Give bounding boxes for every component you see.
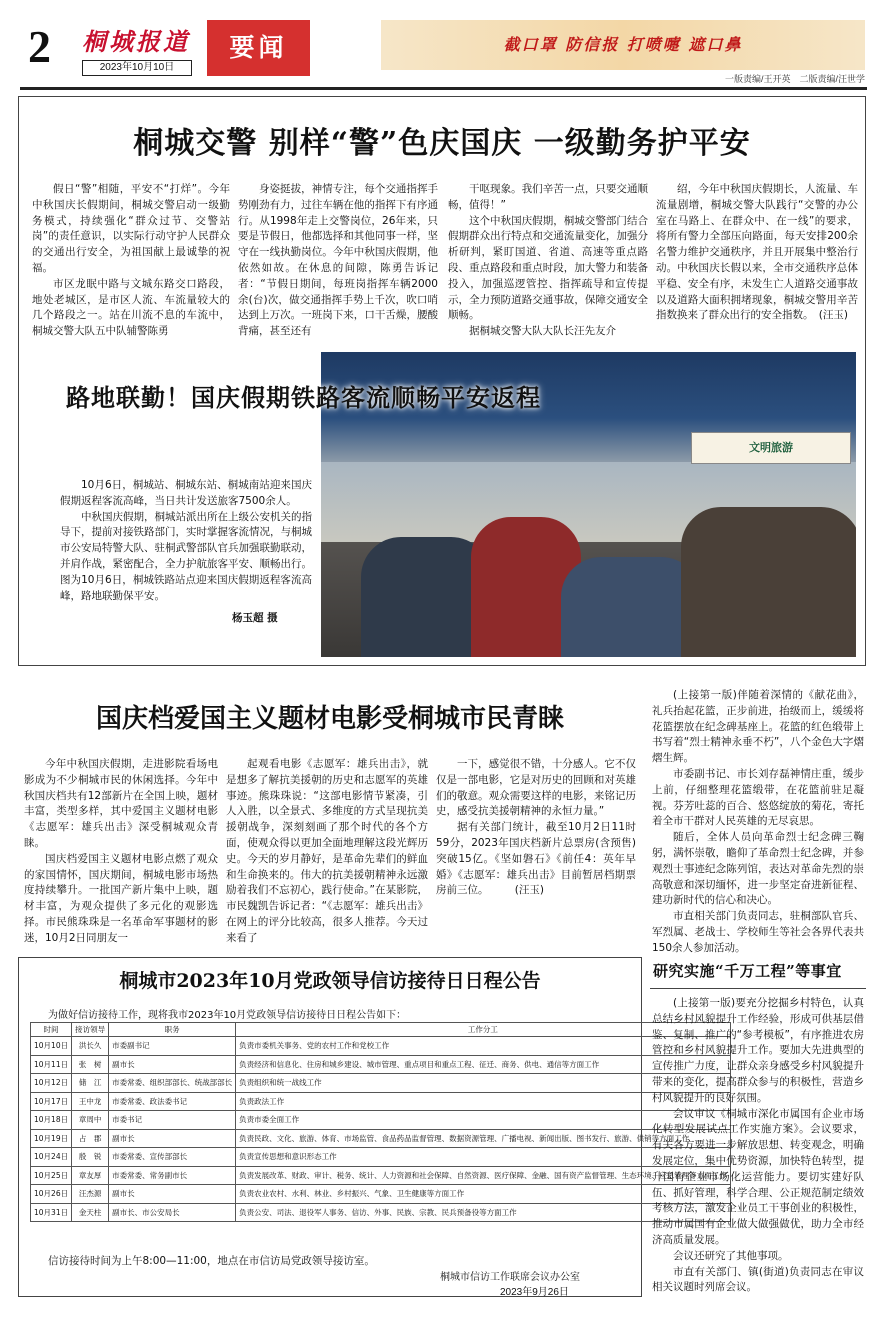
schedule-cell: 负责市委全面工作 — [236, 1111, 731, 1130]
schedule-cell: 10月31日 — [31, 1203, 72, 1222]
schedule-cell: 金天柱 — [72, 1203, 109, 1222]
schedule-header-cell: 工作分工 — [236, 1023, 731, 1037]
schedule-cell: 王中龙 — [72, 1092, 109, 1111]
schedule-cell: 章周中 — [72, 1111, 109, 1130]
schedule-cell: 10月26日 — [31, 1185, 72, 1204]
schedule-cell: 储 江 — [72, 1074, 109, 1093]
schedule-cell: 10月18日 — [31, 1111, 72, 1130]
schedule-cell: 负责宣传思想和意识形态工作 — [236, 1148, 731, 1167]
notice-intro: 为做好信访接待工作，现将我市2023年10月党政领导信访接待日日程公告如下： — [48, 1010, 407, 1021]
film-column-2: 起观看电影《志愿军：雄兵出击》，就是想多了解抗美援朝的历史和志愿军的英雄事迹。熊珠珠说：“这部电影情节紧凑，引人入胜，以全景式、多维度的方式呈现抗美援朝战争，深刻刻画了那个时代的各个方面，使观众得以更加全面地理解这段光辉历史。今天的岁月静好，是革命先辈们的鲜血和生命换来的。伟大的抗美援朝精神永远激励着我们不忘初心，践行使命。”在某影院，市民魏凯告诉记者：“《志愿军：雄兵出击》在网上的评分比较高，很多人推荐。今天过来看了 — [226, 758, 428, 944]
schedule-cell: 副市长、市公安局长 — [109, 1203, 236, 1222]
schedule-header-cell: 职务 — [109, 1023, 236, 1037]
page-number: 2 — [28, 21, 51, 72]
slogan-banner: 截口罩 防信报 打喷嚏 遮口鼻 — [381, 20, 865, 70]
railway-body: 10月6日，桐城站、桐城东站、桐城南站迎来国庆假期返程客流高峰，当日共计发送旅客7500余人。 中秋国庆假期，桐城站派出所在上级公安机关的指导下，提前对接铁路部门，实时掌握客流情况，与桐城市公安局特警大队、驻桐武警部队官兵加强联勤联动，并肩作战，紧密配合，全力护航旅客平安、顺畅出行。图为10月6日，桐城铁路站点迎来国庆假期返程客流高峰，路地联勤保平安。 — [60, 479, 312, 602]
schedule-header-cell: 时间 — [31, 1023, 72, 1037]
railway-headline: 路地联勤！国庆假期铁路客流顺畅平安返程 — [66, 383, 541, 412]
project-headline: 研究实施“千万工程”等事宜 — [653, 962, 842, 980]
schedule-cell: 10月10日 — [31, 1037, 72, 1056]
editors-line: 一版责编/王开英 二版责编/汪世学 — [724, 74, 865, 84]
schedule-cell: 负责政法工作 — [236, 1092, 731, 1111]
schedule-table — [30, 1022, 731, 1222]
schedule-cell: 洪长久 — [72, 1037, 109, 1056]
schedule-row — [31, 1074, 731, 1093]
notice-title: 桐城市2023年10月党政领导信访接待日日程公告 — [119, 970, 541, 992]
schedule-cell: 10月19日 — [31, 1129, 72, 1148]
section-title: 要闻 — [207, 20, 310, 76]
schedule-row — [31, 1166, 731, 1185]
schedule-row — [31, 1185, 731, 1204]
schedule-cell: 章友厚 — [72, 1166, 109, 1185]
schedule-row — [31, 1092, 731, 1111]
lead-column-1: 假日“警”相随，平安不“打烊”。今年中秋国庆长假期间，桐城交警启动一级勤务模式，持续强化“群众过节、交警站岗”的责任意识，以实际行动守护人民群众的交通出行安全，为祖国献上最诚挚的祝福。 市区龙眠中路与文城东路交口路段，地处老城区，是市区人流、车流量较大的几个路段之一。站在川流不息的车流中，桐城交警大队五中队辅警陈勇 — [32, 183, 230, 338]
schedule-cell: 市委常委、组织部部长、统战部部长 — [109, 1074, 236, 1093]
schedule-cell: 副市长 — [109, 1129, 236, 1148]
schedule-cell: 负责农业农村、水利、林业、乡村振兴、气象、卫生健康等方面工作 — [236, 1185, 731, 1204]
continued-story: (上接第一版)伴随着深情的《献花曲》，礼兵抬起花篮，正步前进，抬级而上，缓缓将花篮摆放在纪念碑基座上。花篮的红色缎带上书写着“烈士精神永垂不朽”，八个金色大字熠熠生辉。 市委副书记、市长刘存磊神情庄重，缓步上前，仔细整理花篮缎带，在花篮前驻足凝视。芬芳吐蕊的百合、悠悠绽放的菊花，寄托着全市干群对人民英雄的无尽哀思。 随后，全体人员向革命烈士纪念碑三鞠躬，满怀崇敬，瞻仰了革命烈士纪念碑，并参观烈士事迹纪念陈列馆，表达对革命先烈的崇高敬意和深切缅怀，进一步坚定奋进新征程、建功新时代的信心和决心。 市直相关部门负责同志，驻桐部队官兵、军烈属、老战士、学校师生等社会各界代表共150余人参加活动。 — [652, 689, 864, 954]
schedule-cell: 市委常委、政法委书记 — [109, 1092, 236, 1111]
lead-column-2: 身姿挺拔，神情专注，每个交通指挥手势刚劲有力，过往车辆在他的指挥下有序通行。从1998年走上交警岗位，26年来，只要是节假日，他都选择和其他同事一样，坚守在一线执勤岗位。今年中秋国庆假期，他依然如故。在休息的间隙，陈勇告诉记者：“节假日期间，每班岗指挥车辆2000余(台)次，做交通指挥手势上千次，吹口哨达到上万次。一班岗下来，口干舌燥，腰酸背痛，甚至还有 — [238, 183, 438, 338]
schedule-cell: 市委常委、常务副市长 — [109, 1166, 236, 1185]
schedule-cell: 汪杰源 — [72, 1185, 109, 1204]
schedule-header-cell: 接访领导 — [72, 1023, 109, 1037]
lead-headline: 桐城交警 别样“警”色庆国庆 一级勤务护平安 — [133, 126, 751, 161]
notice-org: 桐城市信访工作联席会议办公室 — [440, 1272, 580, 1283]
masthead-rule — [20, 87, 867, 90]
project-rule — [650, 988, 866, 989]
film-headline: 国庆档爱国主义题材电影受桐城市民青睐 — [95, 704, 564, 734]
project-body: (上接第一版)要充分挖掘乡村特色，认真总结乡村风貌提升工作经验，形成可供基层借鉴、复制、推广的“参考模板”，有序推进农房管控和乡村风貌提升工作。要加大先进典型的宣传推广力度，让群众亲身感受乡村风貌提升带来的变化，提高群众参与的积极性，营造乡村风貌提升的良好氛围。 会议审议《桐城市深化市属国有企业市场化转型发展试点工作实施方案》。会议要求，有关各方要进一步解放思想、转变观念，明确发展定位，集中优势资源，加快特色转型，提升国有企业市场化运营能力。要切实建好队伍、抓好管理，科学合理、公正规范制定绩效考核方法，激发企业员工干事创业的积极性，推动市属国有企业做大做强做优，助力全市经济高质量发展。 会议还研究了其他事项。 市直有关部门、镇(街道)负责同志在审议相关议题时列席会议。 — [652, 997, 864, 1294]
schedule-cell: 殷 锐 — [72, 1148, 109, 1167]
schedule-cell: 张 树 — [72, 1055, 109, 1074]
schedule-cell: 负责发展改革、财政、审计、税务、统计、人力资源和社会保障、自然资源、医疗保障、金融、国有资产监督管理、生态环境、应急管理等方面工作 — [236, 1166, 731, 1185]
schedule-cell: 10月17日 — [31, 1092, 72, 1111]
schedule-cell: 负责经济和信息化、住房和城乡建设、城市管理、重点项目和重点工程、征迁、商务、供电、通信等方面工作 — [236, 1055, 731, 1074]
schedule-cell: 负责民政、文化、旅游、体育、市场监管、食品药品监督管理、数据资源管理、广播电视、新闻出版、图书发行、旅游、供销等方面工作 — [236, 1129, 731, 1148]
notice-footer: 信访接待时间为上午8:00—11:00，地点在市信访局党政领导接访室。 — [48, 1255, 375, 1267]
schedule-row — [31, 1111, 731, 1130]
schedule-row — [31, 1148, 731, 1167]
schedule-cell: 市委书记 — [109, 1111, 236, 1130]
film-column-3: 一下，感觉很不错，十分感人。它不仅仅是一部电影，它是对历史的回顾和对英雄们的敬意。观众需要这样的电影，来铭记历史，感受抗美援朝精神的永恒力量。” 据有关部门统计，截至10月2日11时59分，2023年国庆档新片总票房(含预售)突破15亿。《坚如磐石》《前任4：英年早婚》《志愿军：雄兵出击》目前暂居档期票房前三位。 (汪玉) — [436, 758, 636, 897]
schedule-cell: 副市长 — [109, 1185, 236, 1204]
schedule-cell: 负责公安、司法、退役军人事务、信访、外事、民族、宗教、民兵预备役等方面工作 — [236, 1203, 731, 1222]
lead-column-4: 绍，今年中秋国庆假期长，人流量、车流量剧增，桐城交警大队践行“交警的办公室在马路上、在群众中、在一线”的要求，将所有警力全部压向路面，每天安排200余名警力维护交通秩序，并且开展集中整治行动。中秋国庆长假以来，全市交通秩序总体平稳、安全有序，未发生亡人道路交通事故以及道路大面积拥堵现象，桐城交警用辛苦指数换来了群众出行的安全指数。 (汪玉) — [656, 183, 858, 322]
photo-credit: 杨玉超 摄 — [232, 612, 278, 624]
schedule-cell: 市委常委、宣传部部长 — [109, 1148, 236, 1167]
schedule-cell: 副市长 — [109, 1055, 236, 1074]
schedule-cell: 10月24日 — [31, 1148, 72, 1167]
schedule-row — [31, 1203, 731, 1222]
schedule-cell: 10月25日 — [31, 1166, 72, 1185]
schedule-cell: 占 郡 — [72, 1129, 109, 1148]
schedule-row — [31, 1129, 731, 1148]
schedule-cell: 10月12日 — [31, 1074, 72, 1093]
schedule-cell: 10月11日 — [31, 1055, 72, 1074]
newspaper-logo: 桐城报道 — [82, 27, 190, 56]
film-column-1: 今年中秋国庆假期，走进影院看场电影成为不少桐城市民的休闲选择。今年中秋国庆档共有12部新片在全国上映，题材丰富，类型多样，其中爱国主义题材电影《志愿军：雄兵出击》深受桐城观众青睐。 国庆档爱国主义题材电影点燃了观众的家国情怀，国庆期间，桐城电影市场热度持续攀升。一批国产新片集中上映，题材丰富，为观众提供了多元化的观影选择。市民熊珠珠是一名革命军事题材的影迷，10月2日同朋友一 — [24, 758, 218, 944]
photo-sign: 文明旅游 — [691, 432, 851, 464]
issue-date: 2023年10月10日 — [82, 60, 192, 76]
notice-date: 2023年9月26日 — [500, 1287, 569, 1298]
schedule-cell: 负责组织和统一战线工作 — [236, 1074, 731, 1093]
schedule-row — [31, 1037, 731, 1056]
schedule-cell: 市委副书记 — [109, 1037, 236, 1056]
schedule-cell: 负责市委机关事务、党的农村工作和党校工作 — [236, 1037, 731, 1056]
schedule-row — [31, 1055, 731, 1074]
lead-column-3: 干呕现象。我们辛苦一点，只要交通顺畅，值得！” 这个中秋国庆假期，桐城交警部门结合假期群众出行特点和交通流量变化，加强分析研判，紧盯国道、省道、高速等重点路段、重点路段和重点时段，加大警力和装备投入，加强巡逻管控、指挥疏导和宣传提示，全力预防道路交通事故，保障交通安全顺畅。 据桐城交警大队大队长汪先友介 — [448, 183, 648, 338]
